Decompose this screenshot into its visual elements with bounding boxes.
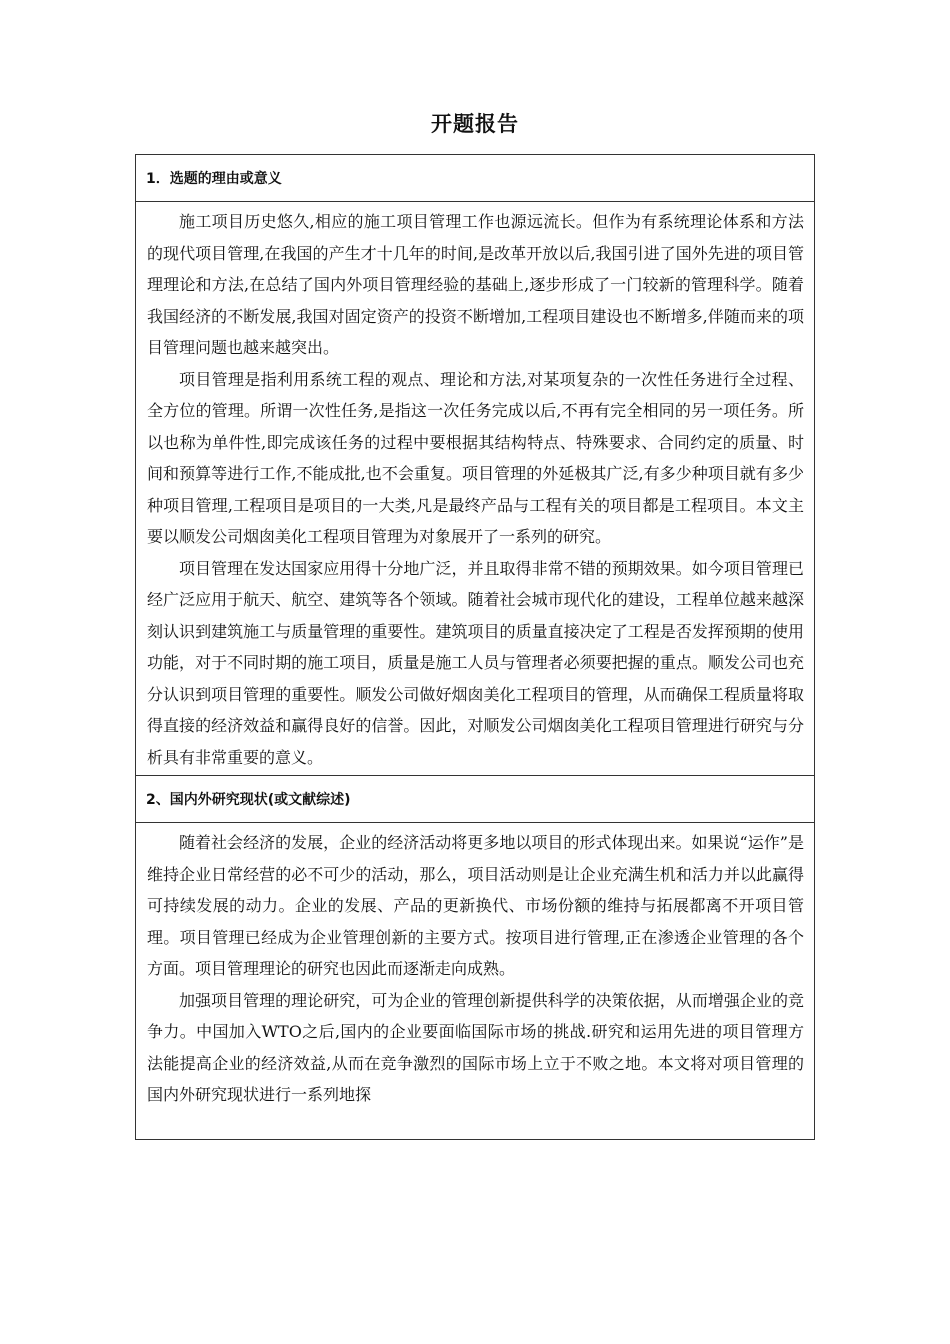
section-body-rationale [136,202,814,776]
page-title: 开题报告 [431,112,519,136]
report-table [135,154,815,1140]
section-body-literature-review [136,823,814,1139]
paragraph: 项目管理在发达国家应用得十分地广泛，并且取得非常不错的预期效果。如今项目管理已经广泛应用于航天、航空、建筑等各个领域。随着社会城市现代化的建设，工程单位越来越深刻认识到建筑施工与质量管理的重要性。建筑项目的质量直接决定了工程是否发挥预期的使用功能，对于不同时期的施工项目，质量是施工人员与管理者必须要把握的重点。顺发公司也充分认识到项目管理的重要性。顺发公司做好烟囱美化工程项目的管理，从而确保工程质量将取得直接的经济效益和赢得良好的信誉。因此，对顺发公司烟囱美化工程项目管理进行研究与分析具有非常重要的意义。 [147,558,804,767]
section-heading-rationale: 1．选题的理由或意义 [136,155,814,202]
paragraph: 施工项目历史悠久,相应的施工项目管理工作也源远流长。但作为有系统理论体系和方法的现代项目管理,在我国的产生才十几年的时间,是改革开放以后,我国引进了国外先进的项目管理理论和方法,在总结了国内外项目管理经验的基础上,逐步形成了一门较新的管理科学。随着我国经济的不断发展,我国对固定资产的投资不断增加,工程项目建设也不断增多,伴随而来的项目管理问题也越来越突出。 [147,212,804,357]
paragraph: 随着社会经济的发展，企业的经济活动将更多地以项目的形式体现出来。如果说“运作”是维持企业日常经营的必不可少的活动，那么，项目活动则是让企业充满生机和活力并以此赢得可持续发展的动力。企业的发展、产品的更新换代、市场份额的维持与拓展都离不开项目管理。项目管理已经成为企业管理创新的主要方式。按项目进行管理,正在渗透企业管理的各个方面。项目管理理论的研究也因此而逐渐走向成熟。 [147,833,804,978]
section-heading-literature-review: 2、国内外研究现状(或文献综述) [136,776,814,823]
paragraph: 加强项目管理的理论研究，可为企业的管理创新提供科学的决策依据，从而增强企业的竞争力。中国加入WTO之后,国内的企业要面临国际市场的挑战.研究和运用先进的项目管理方法能提高企业的经济效益,从而在竞争激烈的国际市场上立于不败之地。本文将对项目管理的国内外研究现状进行一系列地探 [147,990,804,1104]
paragraph: 项目管理是指利用系统工程的观点、理论和方法,对某项复杂的一次性任务进行全过程、全方位的管理。所谓一次性任务,是指这一次任务完成以后,不再有完全相同的另一项任务。所以也称为单件性,即完成该任务的过程中要根据其结构特点、特殊要求、合同约定的质量、时间和预算等进行工作,不能成批,也不会重复。项目管理的外延极其广泛,有多少种项目就有多少种项目管理,工程项目是项目的一大类,凡是最终产品与工程有关的项目都是工程项目。本文主要以顺发公司烟囱美化工程项目管理为对象展开了一系列的研究。 [147,369,804,546]
